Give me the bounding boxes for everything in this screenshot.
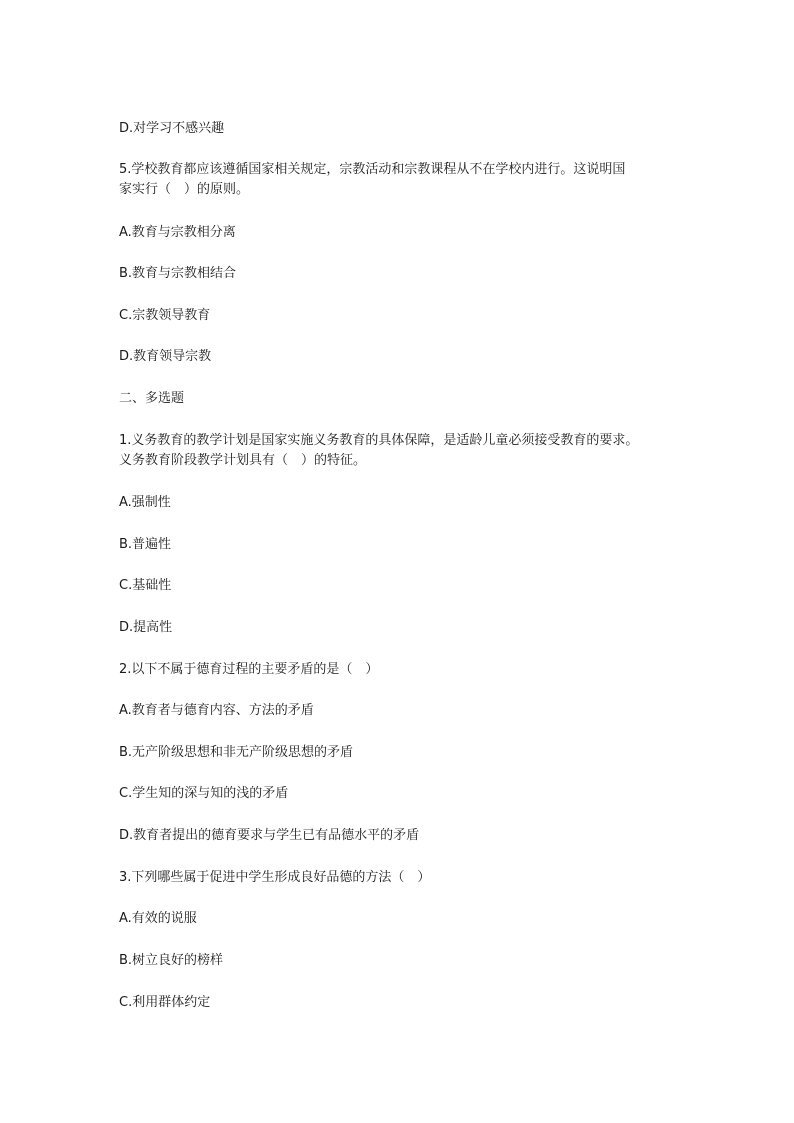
- option-b-mc1: B.普遍性: [119, 537, 172, 552]
- option-d-q4: D.对学习不感兴趣: [119, 121, 225, 136]
- option-c-mc1: C.基础性: [119, 578, 172, 593]
- mc-question-3: 3.下列哪些属于促进中学生形成良好品德的方法（ ）: [119, 870, 431, 885]
- option-a-mc2: A.教育者与德育内容、方法的矛盾: [119, 703, 314, 718]
- mc-question-2: 2.以下不属于德育过程的主要矛盾的是（ ）: [119, 662, 379, 677]
- option-d-mc1: D.提高性: [119, 620, 173, 635]
- question-5-line-1: 5.学校教育都应该遵循国家相关规定，宗教活动和宗教课程从不在学校内进行。这说明国: [119, 162, 626, 177]
- option-a-q5: A.教育与宗教相分离: [119, 225, 236, 240]
- option-c-q5: C.宗教领导教育: [119, 308, 211, 323]
- option-b-q5: B.教育与宗教相结合: [119, 266, 237, 281]
- option-a-mc3: A.有效的说服: [119, 911, 197, 926]
- option-c-mc3: C.利用群体约定: [119, 995, 211, 1010]
- question-5-line-2: 家实行（ ）的原则。: [119, 182, 250, 197]
- option-c-mc2: C.学生知的深与知的浅的矛盾: [119, 786, 289, 801]
- option-d-mc2: D.教育者提出的德育要求与学生已有品德水平的矛盾: [119, 828, 420, 843]
- section-heading-multiple-choice: 二、多选题: [119, 391, 185, 406]
- mc-question-1-line-1: 1.义务教育的教学计划是国家实施义务教育的具体保障，是适龄儿童必须接受教育的要求。: [119, 433, 639, 448]
- option-b-mc2: B.无产阶级思想和非无产阶级思想的矛盾: [119, 745, 354, 760]
- mc-question-1-line-2: 义务教育阶段教学计划具有（ ）的特征。: [119, 453, 367, 468]
- option-a-mc1: A.强制性: [119, 495, 171, 510]
- option-d-q5: D.教育领导宗教: [119, 349, 212, 364]
- option-b-mc3: B.树立良好的榜样: [119, 953, 224, 968]
